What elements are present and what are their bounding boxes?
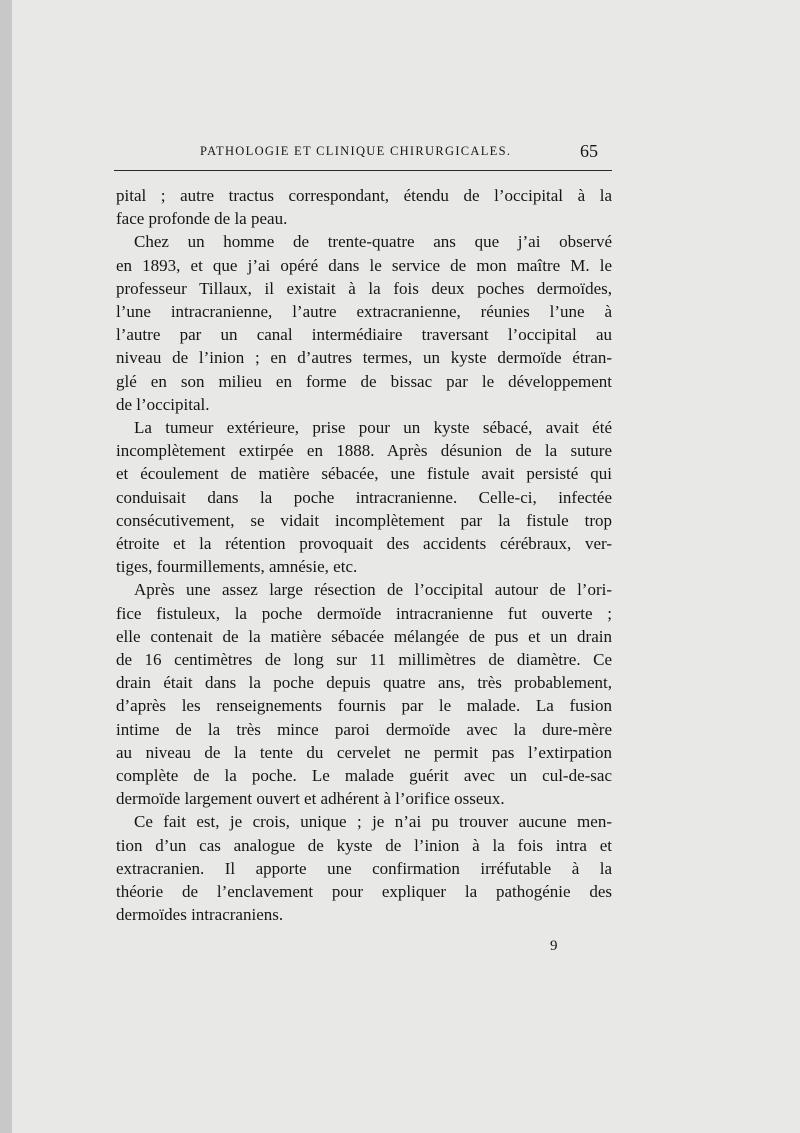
text-line: étroite et la rétention provoquait des accidents cérébraux, ver- [116,534,612,554]
text-line: dermoïde largement ouvert et adhérent à l’orifice osseux. [116,789,505,809]
text-line: face profonde de la peau. [116,209,288,229]
paragraph-1 [116,184,612,230]
text-line: consécutivement, se vidait incomplètement par la fistule trop [116,510,612,530]
paragraph-4 [116,578,612,810]
text-line: conduisait dans la poche intracranienne. Celle-ci, infectée [116,487,612,507]
page-header [114,141,614,165]
text-line: Chez un homme de trente-quatre ans que j’ai observé [134,232,612,252]
text-line: intime de la très mince paroi dermoïde avec la dure-mère [116,719,612,739]
text-line: théorie de l’enclavement pour expliquer la pathogénie des [116,882,612,902]
body-text [116,184,612,927]
text-line: niveau de l’inion ; en d’autres termes, un kyste dermoïde étran- [116,348,612,368]
text-line: elle contenait de la matière sébacée mélangée de pus et un drain [116,626,612,646]
text-line: La tumeur extérieure, prise pour un kyste sébacé, avait été [134,418,612,438]
running-title: PATHOLOGIE ET CLINIQUE CHIRURGICALES. [200,144,512,158]
text-line: l’autre par un canal intermédiaire traversant l’occipital au [116,325,612,345]
text-line: pital ; autre tractus correspondant, étendu de l’occipital à la [116,186,612,205]
text-line: incomplètement extirpée en 1888. Après désunion de la suture [116,441,612,461]
text-line: l’une intracranienne, l’autre extracranienne, réunies l’une à [116,302,612,322]
text-line: complète de la poche. Le malade guérit avec un cul-de-sac [116,766,612,786]
text-line: Après une assez large résection de l’occipital autour de l’ori- [134,580,612,600]
text-line: dermoïdes intracraniens. [116,905,284,925]
text-line: professeur Tillaux, il existait à la fois deux poches dermoïdes, [116,278,612,298]
paragraph-3 [116,416,612,578]
text-line: d’après les renseignements fournis par le malade. La fusion [116,696,612,716]
text-line: tiges, fourmillements, amnésie, etc. [116,557,358,577]
text-line: glé en son milieu en forme de bissac par le développement [116,371,612,391]
text-line: tion d’un cas analogue de kyste de l’inion à la fois intra et [116,835,612,855]
text-line: fice fistuleux, la poche dermoïde intracranienne fut ouverte ; [116,603,612,623]
page-number: 65 [580,141,598,161]
header-rule [114,170,612,171]
text-line: Ce fait est, je crois, unique ; je n’ai pu trouver aucune men- [134,812,612,832]
text-line: extracranien. Il apporte une confirmation irréfutable à la [116,858,612,878]
text-line: au niveau de la tente du cervelet ne permit pas l’extirpation [116,742,612,762]
text-line: et écoulement de matière sébacée, une fistule avait persisté qui [116,464,612,484]
signature-mark: 9 [550,938,558,954]
text-line: de l’occipital. [116,394,210,414]
text-line: de 16 centimètres de long sur 11 millimètres de diamètre. Ce [116,650,612,670]
text-line: en 1893, et que j’ai opéré dans le service de mon maître M. le [116,255,612,275]
paragraph-2 [116,230,612,416]
paragraph-5 [116,810,612,926]
text-line: drain était dans la poche depuis quatre ans, très probablement, [116,673,612,693]
